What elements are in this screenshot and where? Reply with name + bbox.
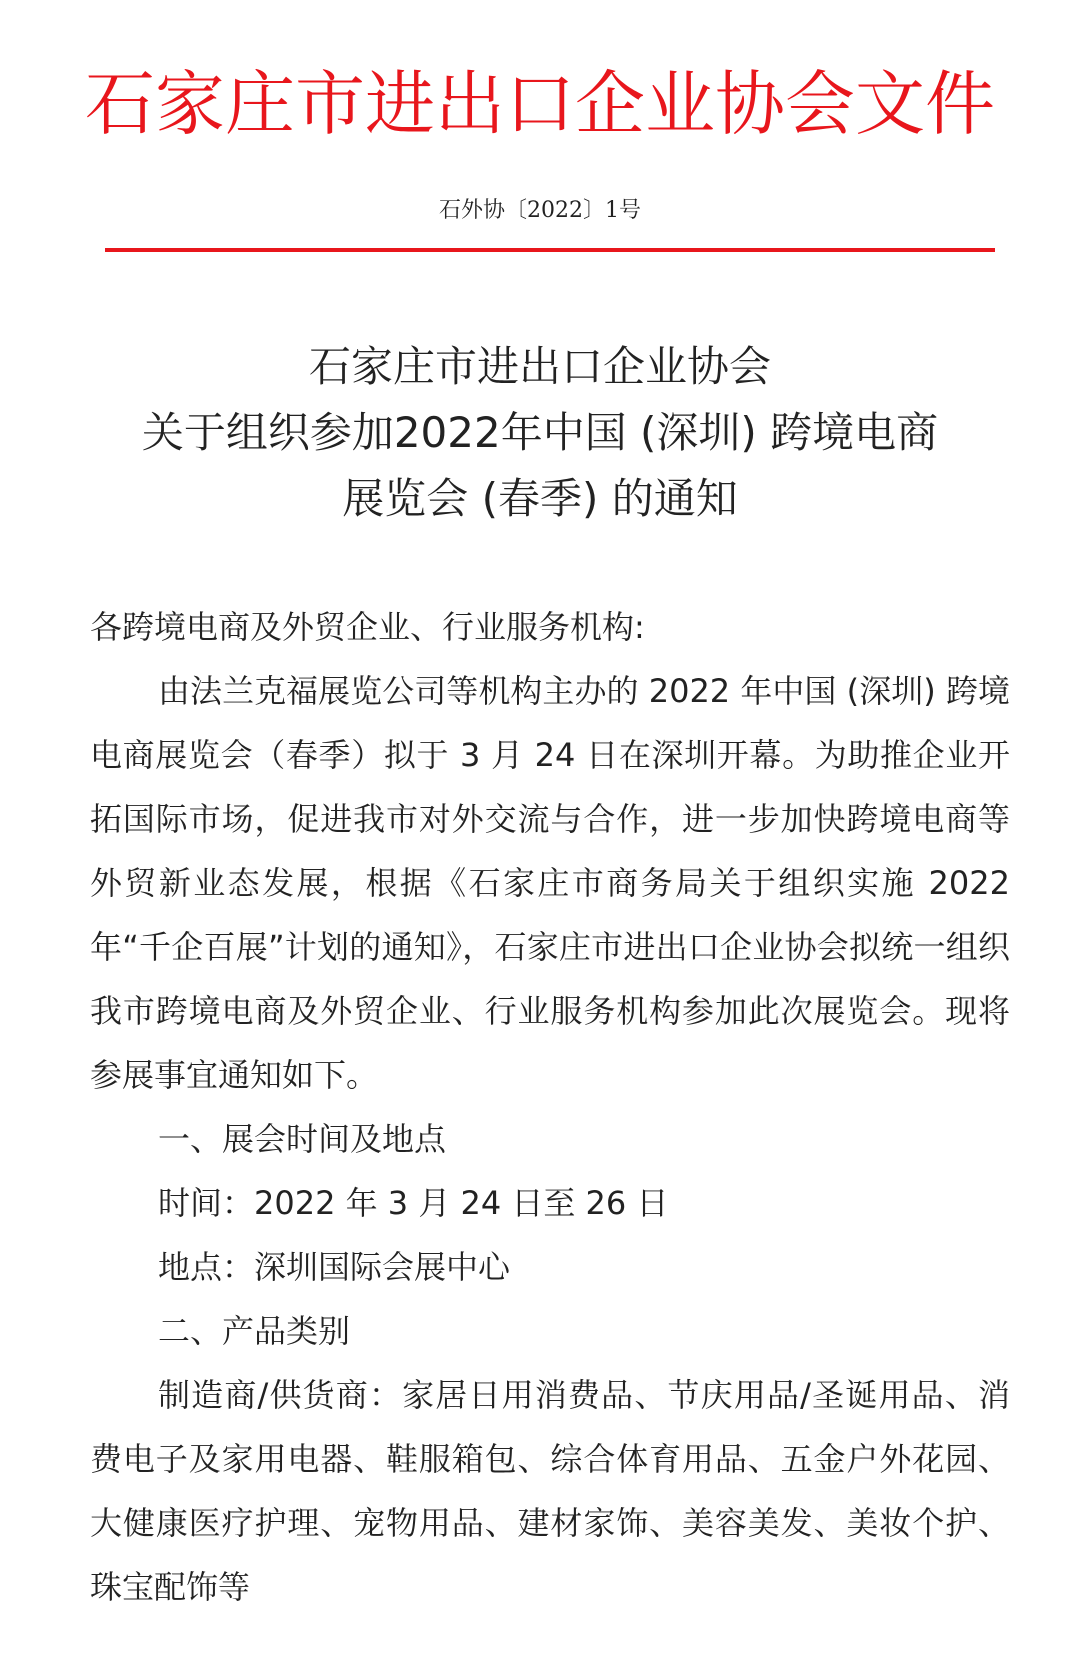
exhibition-time: 时间：2022 年 3 月 24 日至 26 日 bbox=[158, 1184, 669, 1222]
notice-title-line-3: 展览会 (春季) 的通知 bbox=[342, 474, 738, 523]
notice-title-line-2: 关于组织参加2022年中国 (深圳) 跨境电商 bbox=[141, 408, 939, 457]
section-heading-time-place: 一、展会时间及地点 bbox=[158, 1120, 447, 1158]
letterhead-title: 石家庄市进出口企业协会文件 bbox=[85, 63, 995, 145]
document-number: 石外协〔2022〕1号 bbox=[439, 198, 641, 223]
notice-title-line-1: 石家庄市进出口企业协会 bbox=[308, 342, 771, 391]
letterhead-red-rule bbox=[105, 248, 995, 252]
paragraph-product-categories: 制造商/供货商：家居日用消费品、节庆用品/圣诞用品、消费电子及家用电器、鞋服箱包、综合体育用品、五金户外花园、大健康医疗护理、宠物用品、建材家饰、美容美发、美妆个护、珠宝配饰等 bbox=[90, 1376, 1010, 1606]
notice-title bbox=[0, 334, 1080, 532]
exhibition-place: 地点：深圳国际会展中心 bbox=[158, 1248, 511, 1286]
section-heading-product-categories: 二、产品类别 bbox=[158, 1312, 351, 1350]
notice-body bbox=[90, 595, 1010, 1619]
paragraph-introduction: 由法兰克福展览公司等机构主办的 2022 年中国 (深圳) 跨境电商展览会（春季）拟于 3 月 24 日在深圳开幕。为助推企业开拓国际市场，促进我市对外交流与合作，进一步加快跨境电商等外贸新业态发展，根据《石家庄市商务局关于组织实施 2022 年“千企百展”计划的通知》，石家庄市进出口企业协会拟统一组织我市跨境电商及外贸企业、行业服务机构参加此次展览会。现将参展事宜通知如下。 bbox=[90, 672, 1010, 1094]
salutation: 各跨境电商及外贸企业、行业服务机构: bbox=[90, 608, 645, 646]
